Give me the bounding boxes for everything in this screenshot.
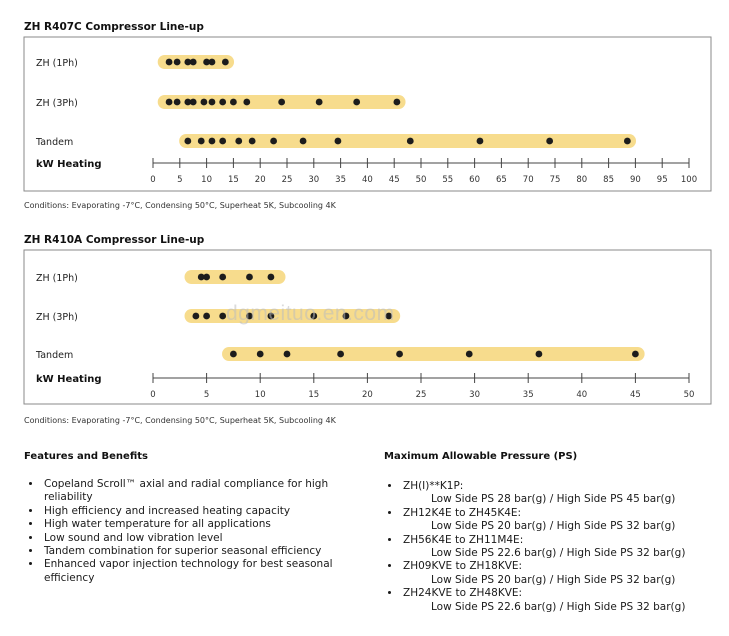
data-point — [219, 274, 226, 281]
series-label: ZH (1Ph) — [36, 273, 78, 284]
pressure-model: ZH12K4E to ZH45K4E: — [403, 506, 522, 519]
x-tick-label: 5 — [203, 390, 210, 400]
data-point — [257, 351, 264, 358]
x-tick-label: 85 — [603, 175, 615, 185]
data-point — [268, 274, 275, 281]
series-label: ZH (1Ph) — [36, 58, 78, 69]
x-tick-label: 0 — [150, 175, 156, 185]
x-tick-label: 80 — [576, 175, 588, 185]
data-point — [203, 313, 210, 320]
x-tick-label: 0 — [150, 390, 156, 400]
data-point — [230, 351, 237, 358]
list-item: • Copeland Scroll™ axial and radial compliance for high reliability — [42, 478, 372, 505]
x-tick-label: 60 — [469, 175, 481, 185]
chart-1-conditions: Conditions: Evaporating -7°C, Condensing 50°C, Superheat 5K, Subcooling 4K — [24, 201, 336, 210]
list-item: • Low sound and low vibration level — [42, 532, 372, 545]
features-list — [24, 478, 372, 585]
x-tick-label: 25 — [281, 175, 293, 185]
x-tick-label: 40 — [576, 390, 588, 400]
x-tick-label: 30 — [308, 175, 320, 185]
pressure-heading: Maximum Allowable Pressure (PS) — [384, 451, 578, 462]
pressure-model: ZH(I)**K1P: — [403, 480, 464, 492]
pressure-list — [384, 480, 729, 614]
x-tick-label: 95 — [656, 175, 668, 185]
x-tick-label: 40 — [361, 175, 373, 185]
list-item — [401, 480, 729, 507]
data-point — [192, 313, 199, 320]
series-label: Tandem — [36, 350, 74, 361]
data-point — [466, 351, 473, 358]
features-heading: Features and Benefits — [24, 451, 148, 462]
x-tick-label: 15 — [308, 390, 320, 400]
list-item: • Tandem combination for superior seasonal efficiency — [42, 545, 372, 558]
x-tick-label: 35 — [522, 390, 534, 400]
list-item: • Enhanced vapor injection technology for best seasonal efficiency — [42, 558, 372, 585]
data-point — [246, 274, 253, 281]
x-tick-label: 5 — [177, 175, 183, 185]
pressure-model: ZH24KVE to ZH48KVE: — [403, 587, 523, 600]
pressure-model: ZH09KVE to ZH18KVE: — [403, 560, 523, 573]
data-point — [536, 351, 543, 358]
chart-2-conditions: Conditions: Evaporating -7°C, Condensing 50°C, Superheat 5K, Subcooling 4K — [24, 416, 336, 425]
list-item — [401, 587, 729, 614]
x-tick-label: 45 — [388, 175, 400, 185]
pressure-detail: Low Side PS 22.6 bar(g) / High Side PS 32 bar(g) — [431, 600, 686, 613]
x-tick-label: 10 — [254, 390, 266, 400]
list-item: • High efficiency and increased heating capacity — [42, 505, 372, 518]
list-item — [401, 507, 729, 534]
pressure-detail: Low Side PS 20 bar(g) / High Side PS 32 bar(g) — [431, 520, 676, 533]
x-tick-label: 15 — [227, 175, 239, 185]
list-item — [401, 560, 729, 587]
x-tick-label: 50 — [683, 390, 695, 400]
x-tick-label: 10 — [201, 175, 213, 185]
data-point — [337, 351, 344, 358]
x-tick-label: 20 — [361, 390, 373, 400]
x-tick-label: 55 — [442, 175, 454, 185]
data-point — [284, 351, 291, 358]
x-tick-label: 30 — [469, 390, 481, 400]
chart-1-title: ZH R407C Compressor Line-up — [24, 21, 204, 33]
x-tick-label: 70 — [522, 175, 534, 185]
x-tick-label: 90 — [629, 175, 641, 185]
data-point — [632, 351, 639, 358]
data-point — [203, 274, 210, 281]
pressure-model: ZH56K4E to ZH11M4E: — [403, 533, 524, 546]
x-tick-label: 65 — [495, 175, 507, 185]
x-axis-label: kW Heating — [36, 159, 102, 170]
list-item: • High water temperature for all applications — [42, 518, 372, 531]
list-item — [401, 534, 729, 561]
x-tick-label: 100 — [680, 175, 698, 185]
pressure-detail: Low Side PS 28 bar(g) / High Side PS 45 bar(g) — [431, 493, 676, 506]
data-point — [396, 351, 403, 358]
x-tick-label: 35 — [335, 175, 347, 185]
x-tick-label: 25 — [415, 390, 427, 400]
pressure-detail: Low Side PS 22.6 bar(g) / High Side PS 32 bar(g) — [431, 547, 686, 560]
watermark: dgmeituo.en.com — [226, 302, 395, 325]
series-label: ZH (3Ph) — [36, 312, 78, 323]
pressure-detail: Low Side PS 20 bar(g) / High Side PS 32 bar(g) — [431, 573, 676, 586]
x-tick-label: 20 — [254, 175, 266, 185]
series-label: ZH (3Ph) — [36, 98, 78, 109]
x-tick-label: 50 — [415, 175, 427, 185]
x-tick-label: 45 — [629, 390, 641, 400]
x-tick-label: 75 — [549, 175, 561, 185]
x-axis-label: kW Heating — [36, 374, 102, 385]
series-label: Tandem — [36, 137, 74, 148]
chart-2-title: ZH R410A Compressor Line-up — [24, 234, 205, 246]
